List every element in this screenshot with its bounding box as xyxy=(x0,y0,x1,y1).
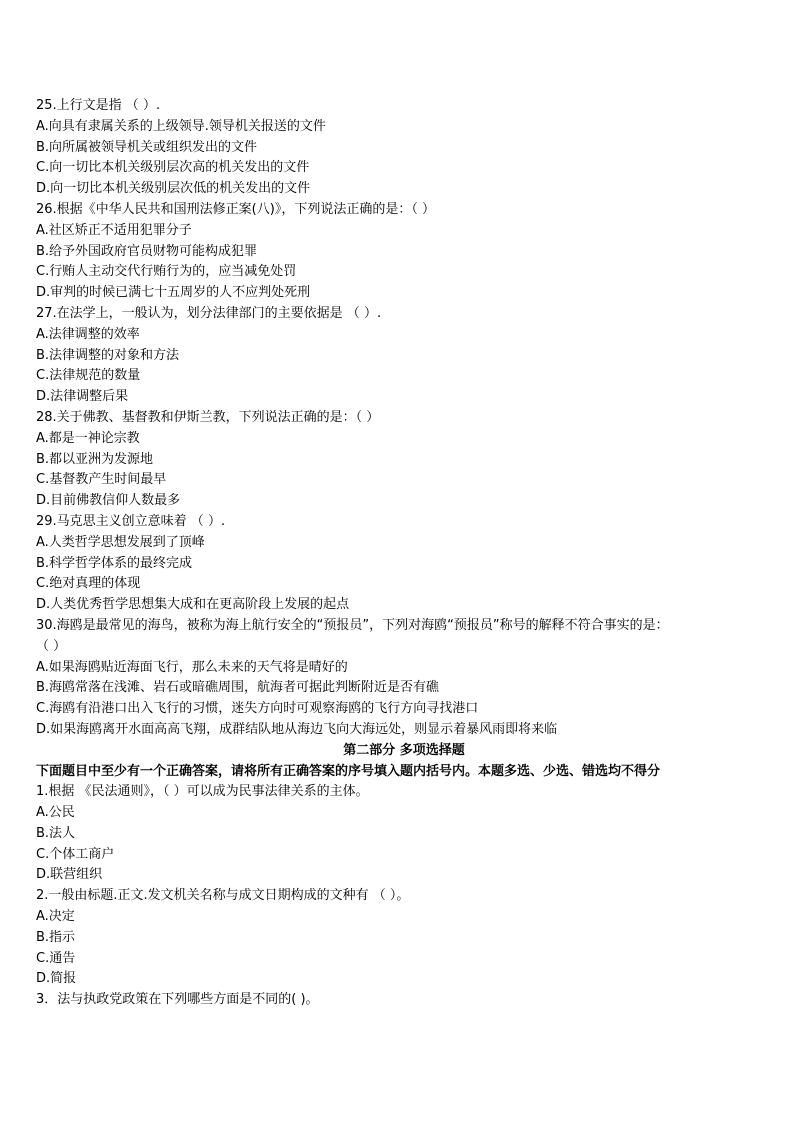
multi-question-3: 3．法与执政党政策在下列哪些方面是不同的( )。 xyxy=(36,992,319,1008)
option-29-c: C.绝对真理的体现 xyxy=(36,576,141,592)
option-30-a: A.如果海鸥贴近海面飞行，那么未来的天气将是晴好的 xyxy=(36,659,348,675)
question-26: 26.根据《中华人民共和国刑法修正案(八)》，下列说法正确的是：（ ） xyxy=(36,201,435,217)
question-27: 27.在法学上，一般认为，划分法律部门的主要依据是 （ ）. xyxy=(36,305,382,321)
question-30: 30.海鸥是最常见的海鸟，被称为海上航行安全的“预报员”，下列对海鸥“预报员”称号的解释不符合事实的是： xyxy=(36,617,669,633)
option-28-b: B.都以亚洲为发源地 xyxy=(36,451,154,467)
option-30-d: D.如果海鸥离开水面高高飞翔，成群结队地从海边飞向大海远处，则显示着暴风雨即将来临 xyxy=(36,721,558,737)
multi-option-2-b: B.指示 xyxy=(36,929,76,945)
option-29-d: D.人类优秀哲学思想集大成和在更高阶段上发展的起点 xyxy=(36,597,350,613)
multi-option-1-a: A.公民 xyxy=(36,805,75,821)
multi-option-1-b: B.法人 xyxy=(36,825,76,841)
multi-option-1-c: C.个体工商户 xyxy=(36,846,115,862)
option-27-c: C.法律规范的数量 xyxy=(36,368,141,384)
multi-option-2-d: D.简报 xyxy=(36,971,77,987)
section-heading: 第二部分 多项选择题 xyxy=(343,742,465,758)
multi-question-1: 1.根据 《民法通则》，（ ）可以成为民事法律关系的主体。 xyxy=(36,784,369,800)
option-26-a: A.社区矫正不适用犯罪分子 xyxy=(36,222,192,238)
option-25-b: B.向所属被领导机关或组织发出的文件 xyxy=(36,139,258,155)
section-instruction: 下面题目中至少有一个正确答案，请将所有正确答案的序号填入题内括号内。本题多选、少选、错选均不得分 xyxy=(36,763,661,779)
option-27-b: B.法律调整的对象和方法 xyxy=(36,347,180,363)
option-27-a: A.法律调整的效率 xyxy=(36,326,140,342)
option-26-d: D.审判的时候已满七十五周岁的人不应判处死刑 xyxy=(36,285,311,301)
option-25-c: C.向一切比本机关级别层次高的机关发出的文件 xyxy=(36,160,310,176)
option-27-d: D.法律调整后果 xyxy=(36,389,129,405)
multi-question-2: 2.一般由标题.正文.发文机关名称与成文日期构成的文种有 （ ）。 xyxy=(36,888,410,904)
option-28-c: C.基督教产生时间最早 xyxy=(36,472,167,488)
multi-option-2-a: A.决定 xyxy=(36,909,75,925)
option-29-a: A.人类哲学思想发展到了顶峰 xyxy=(36,534,205,550)
option-30-b: B.海鸥常落在浅滩、岩石或暗礁周围，航海者可据此判断附近是否有礁 xyxy=(36,680,440,696)
option-28-d: D.目前佛教信仰人数最多 xyxy=(36,493,181,509)
option-25-a: A.向具有隶属关系的上级领导.领导机关报送的文件 xyxy=(36,118,326,134)
option-28-a: A.都是一神论宗教 xyxy=(36,430,140,446)
option-30-c: C.海鸥有沿港口出入飞行的习惯，迷失方向时可观察海鸥的飞行方向寻找港口 xyxy=(36,701,479,717)
option-25-d: D.向一切比本机关级别层次低的机关发出的文件 xyxy=(36,181,311,197)
question-30-blank: （ ） xyxy=(36,638,67,654)
exam-content xyxy=(36,96,760,1011)
question-29: 29.马克思主义创立意味着 （ ）. xyxy=(36,513,226,529)
multi-option-1-d: D.联营组织 xyxy=(36,867,103,883)
option-29-b: B.科学哲学体系的最终完成 xyxy=(36,555,193,571)
question-25: 25.上行文是指 （ ）. xyxy=(36,98,161,113)
option-26-b: B.给予外国政府官员财物可能构成犯罪 xyxy=(36,243,258,259)
multi-option-2-c: C.通告 xyxy=(36,950,76,966)
question-28: 28.关于佛教、基督教和伊斯兰教，下列说法正确的是：（ ） xyxy=(36,409,380,425)
option-26-c: C.行贿人主动交代行贿行为的，应当减免处罚 xyxy=(36,264,297,280)
